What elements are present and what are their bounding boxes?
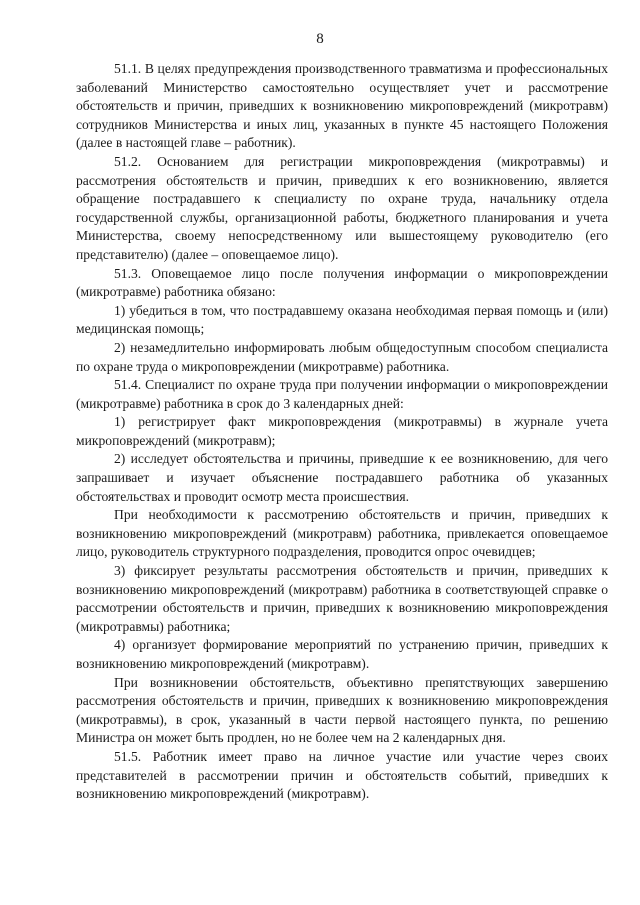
paragraph-51-4: 51.4. Специалист по охране труда при получении информации о микроповреждении (микротравме) работника в срок до 3 календарных дней: [76,377,608,411]
list-item-51-4-2: 2) исследует обстоятельства и причины, приведшие к ее возникновению, для чего запрашивает и изучает объяснение пострадавшего работника об указанных обстоятельствах и проводит осмотр места происшествия. [76,451,608,504]
list-item-51-3-2: 2) незамедлительно информировать любым общедоступным способом специалиста по охране труда о микроповреждении (микротравме) работника. [76,339,608,374]
document-body [76,60,608,804]
list-item-51-4-4: 4) организует формирование мероприятий по устранению причин, приведших к возникновению микроповреждений (микротравм). [76,637,608,671]
list-item-51-4-1: 1) регистрирует факт микроповреждения (микротравмы) в журнале учета микроповреждений (микротравм); [76,414,608,448]
paragraph-witnesses: При необходимости к рассмотрению обстоятельств и причин, приведших к возникновению микроповреждений (микротравм) работника, привлекается оповещаемое лицо, руководитель структурного подразделения, проводится опрос очевидцев; [76,507,608,560]
paragraph-51-2: 51.2. Основанием для регистрации микроповреждения (микротравмы) и рассмотрения обстоятельств и причин, приведших к его возникновению, является обращение пострадавшего к специалисту по охране труда, начальнику отдела государственной службы, организационной работы, бюджетного планирования и учета Министерства, своему непосредственному или вышестоящему руководителю (его представителю) (далее – оповещаемое лицо). [76,153,608,262]
paragraph-51-1: 51.1. В целях предупреждения производственного травматизма и профессиональных заболеваний Министерство самостоятельно осуществляет учет и рассмотрение обстоятельств и причин, приведших к возникновению микроповреждений (микротравм) сотрудников Министерства и иных лиц, указанных в пункте 45 настоящего Положения (далее в настоящей главе – работник). [76,61,608,151]
list-item-51-3-1: 1) убедиться в том, что пострадавшему оказана необходимая первая помощь и (или) медицинская помощь; [76,302,608,337]
paragraph-51-3: 51.3. Оповещаемое лицо после получения информации о микроповреждении (микротравме) работника обязано: [76,265,608,300]
page-number: 8 [316,31,324,47]
paragraph-51-5: 51.5. Работник имеет право на личное участие или участие через своих представителей в рассмотрении причин и обстоятельств событий, приведших к возникновению микроповреждений (микротравм). [76,748,608,802]
list-item-51-4-3: 3) фиксирует результаты рассмотрения обстоятельств и причин, приведших к возникновению микроповреждений (микротравм) работника в соответствующей справке о рассмотрении обстоятельств и причин, приведших к возникновению микроповреждения (микротравмы) работника; [76,563,608,634]
paragraph-extension: При возникновении обстоятельств, объективно препятствующих завершению рассмотрения обстоятельств и причин, приведших к возникновению микроповреждения (микротравмы), в срок, указанный в части первой настоящего пункта, по решению Министра он может быть продлен, но не более чем на 2 календарных дня. [76,674,608,746]
